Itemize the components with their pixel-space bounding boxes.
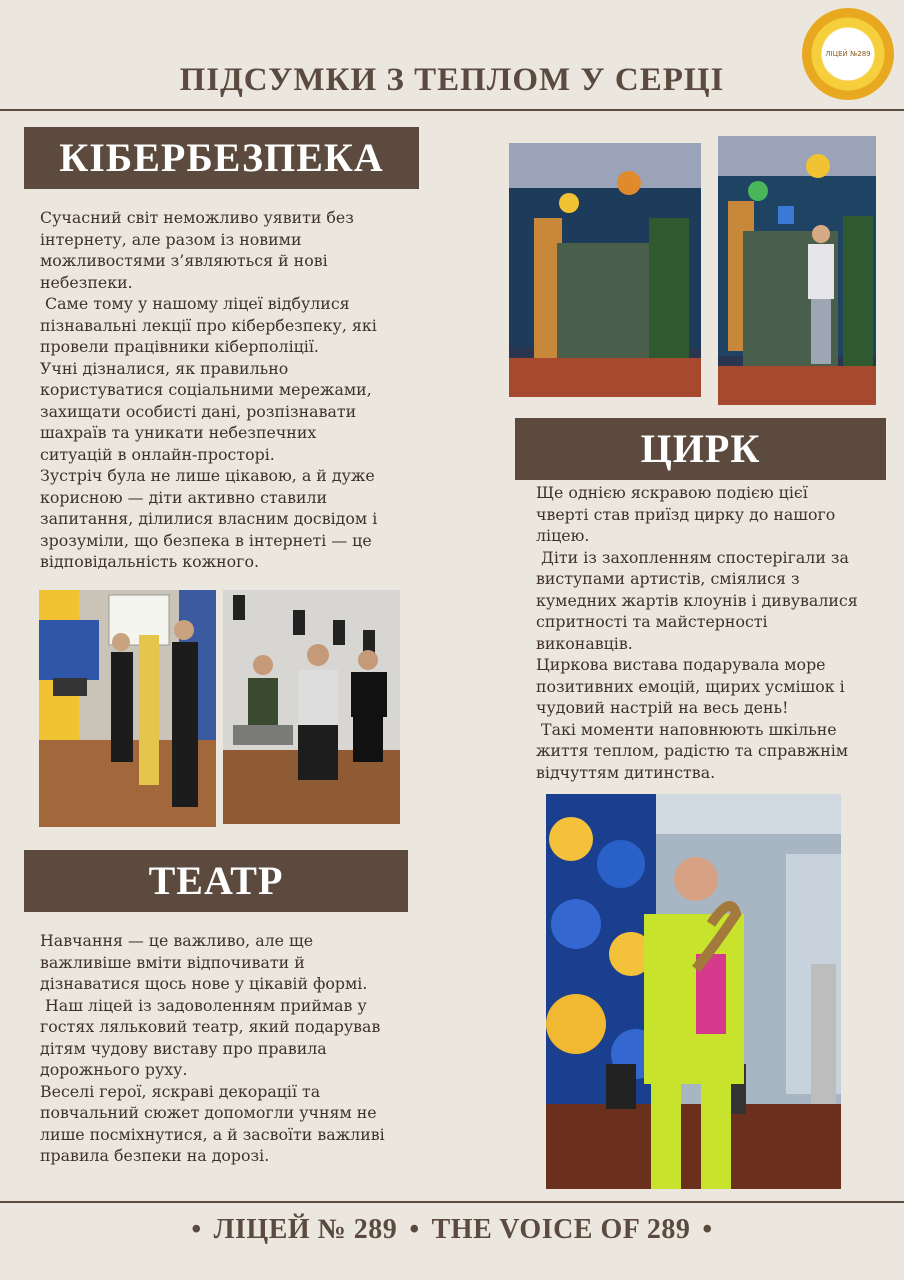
theatre-photo-stage [509,143,701,397]
page-title: ПІДСУМКИ З ТЕПЛОМ У СЕРЦІ [179,62,725,98]
cyber-photo-lecturers [39,590,216,827]
theatre-heading: ТЕАТР [24,850,408,912]
cyber-heading: КІБЕРБЕЗПЕКА [24,127,419,189]
theatre-photo-stage-image [509,143,701,397]
cyber-text: Сучасний світ неможливо уявити без інтернету, але разом із новими можливостями з’являються й нові небезпеки. Саме тому у нашому ліцеї відбулися пізнавальні лекції про кібербезпеку, які провели працівники кіберполіції. Учні дізналися, як правильно користуватися соціальними мережами, захищати особисті дані, розпізнавати шахраїв та уникати небезпечних ситуацій в онлайн-просторі. Зустріч була не лише цікавою, а й дуже корисною — діти активно ставили запитання, ділилися власним досвідом і зрозуміли, що безпека в інтернеті — це відповідальність кожного. [40,208,378,571]
theatre-photo-puppeteer [718,136,876,405]
cyber-photo-students [223,590,400,824]
circus-photo-performer [546,794,841,1189]
school-logo [802,8,894,100]
cyber-photo-lecturers-image [39,590,216,827]
footer-magazine: THE VOICE OF 289 [431,1214,691,1245]
footer-bullet: • [409,1214,420,1245]
circus-photo-performer-image [546,794,841,1189]
footer-divider [0,1201,904,1203]
footer-school: ЛІЦЕЙ № 289 [213,1214,398,1245]
footer-bullet: • [702,1214,713,1245]
circus-heading: ЦИРК [515,418,886,480]
logo-text: ЛІЦЕЙ №289 [825,50,871,58]
circus-text: Ще однією яскравою подією цієї чверті став приїзд цирку до нашого ліцею. Діти із захопленням спостерігали за виступами артистів, сміялися з кумедних жартів клоунів і дивувалися спритності та майстерності виконавців. Циркова вистава подарувала море позитивних емоцій, щирих усмішок і чудовий настрій на весь день! Такі моменти наповнюють шкільне життя теплом, радістю та справжнім відчуттям дитинства. [536,483,858,782]
footer-bullet: • [191,1214,202,1245]
theatre-photo-puppeteer-image [718,136,876,405]
cyber-photo-students-image [223,590,400,824]
theatre-text: Навчання — це важливо, але ще важливіше вміти відпочивати й дізнаватися щось нове у цікавій формі. Наш ліцей із задоволенням приймав у гостях ляльковий театр, який подарував дітям чудову виставу про правила дорожнього руху. Веселі герої, яскраві декорації та повчальний сюжет допомогли учням не лише посміхнутися, а й засвоїти важливі правила безпеки на дорозі. [40,931,385,1165]
header-divider [0,109,904,111]
footer [0,1214,904,1246]
